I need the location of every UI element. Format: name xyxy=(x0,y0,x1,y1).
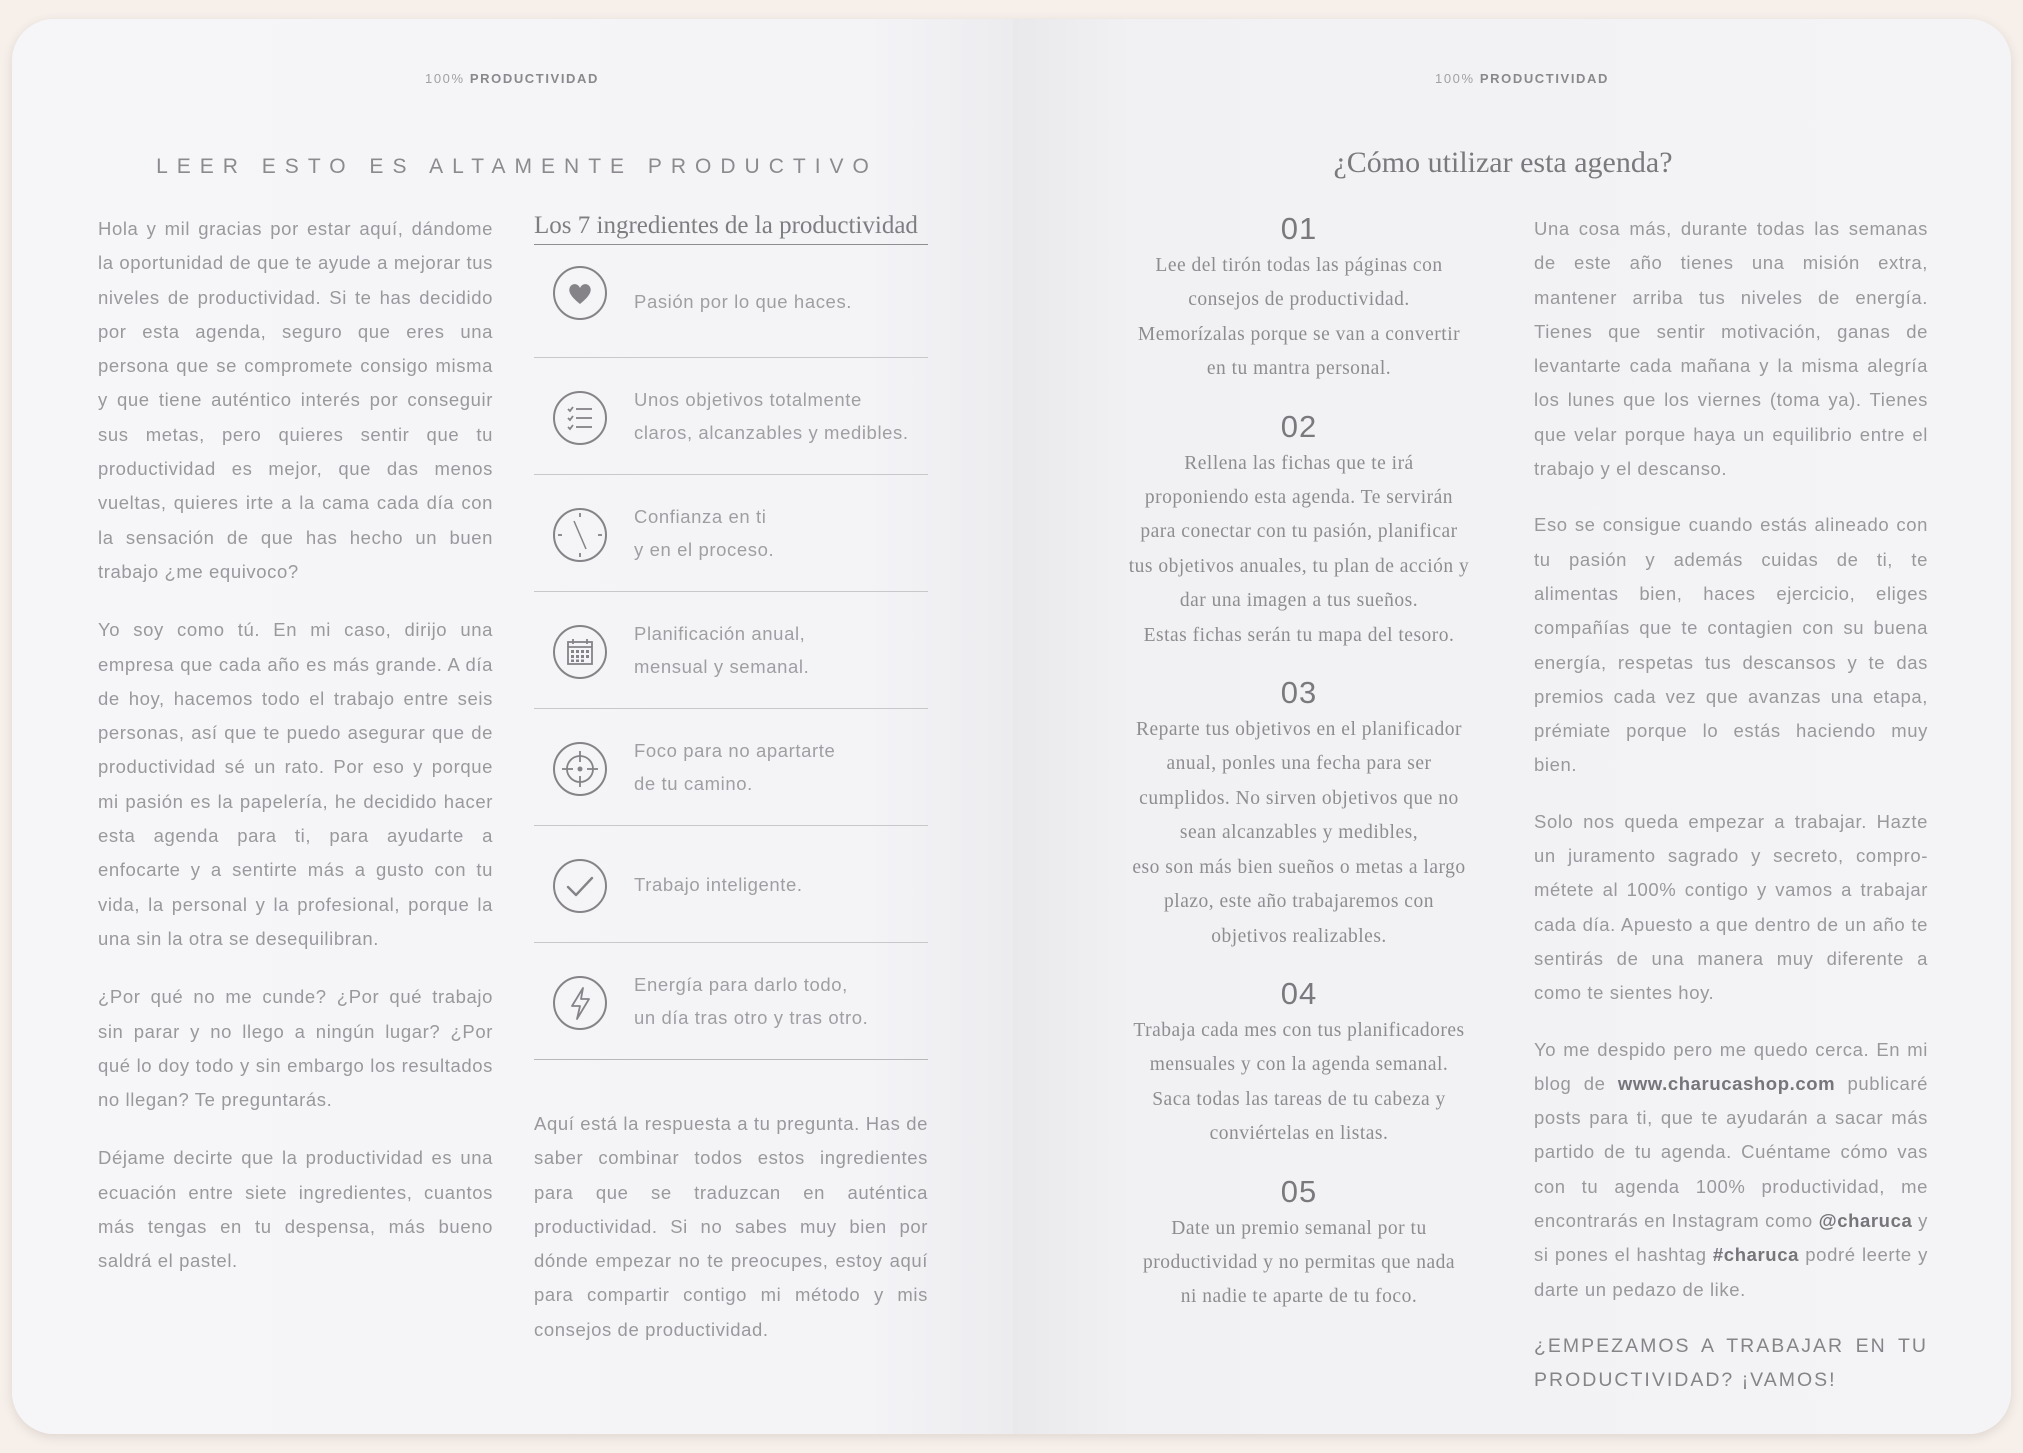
check-circle-icon xyxy=(552,858,608,914)
running-head-label: PRODUCTIVIDAD xyxy=(469,71,599,86)
step-number: 04 xyxy=(1280,975,1318,1011)
step-item xyxy=(1101,673,1497,954)
step-number: 01 xyxy=(1280,211,1318,246)
ingredient-item xyxy=(534,475,928,592)
ingredients-list xyxy=(534,212,928,1060)
step-item xyxy=(1101,1172,1497,1315)
running-head-right xyxy=(1372,71,1672,86)
ingredient-text: Foco para no apartarte de tu camino. xyxy=(634,740,836,794)
ingredient-text: Pasión por lo que haces. xyxy=(634,290,853,312)
closing-call-to-action: ¿EMPEZAMOS A TRABAJAR EN TU PRODUCTIVIDAD? ¡VAMOS! xyxy=(1534,1334,1928,1391)
ingredient-text: Energía para darlo todo, un día tras otro y tras otro. xyxy=(634,974,869,1028)
running-head-left xyxy=(362,71,662,86)
ingredient-text: Unos objetivos totalmente claros, alcanzables y medibles. xyxy=(634,389,909,443)
body-paragraph: Solo nos queda empezar a trabajar. Hazte un juramento sagrado y secreto, compro-métete al 100% contigo y vamos a trabajar cada día. Apuesto a que dentro de un año te sentirás de una manera muy diferente a como te sientes hoy. xyxy=(1534,810,1928,1004)
step-item xyxy=(1101,974,1497,1152)
intro-paragraph: Yo soy como tú. En mi caso, dirijo una empresa que cada año es más grande. A día de hoy, hacemos todo el trabajo entre seis personas, así que te puedo asegurar que de productividad sé un rato. Por eso y porque mi pasión es la papelería, he decidido hacer esta agenda para ti, para ayudarte a enfocarte y a sentirte más a gusto con tu vida, la personal y la profesional, porque la una sin la otra se desequilibran. xyxy=(98,619,493,949)
intro-paragraph: Déjame decirte que la productividad es una ecuación entre siete ingredientes, cuantos más tengas en tu despensa, más bueno saldrá el pastel. xyxy=(98,1147,493,1272)
step-item xyxy=(1101,407,1497,653)
step-number: 03 xyxy=(1280,675,1318,711)
intro-column xyxy=(98,212,493,1303)
left-page xyxy=(12,19,1013,1434)
step-text: Reparte tus objetivos en el planificador anual, ponles una fecha para ser cumplidos. No sirven objetivos que no sean alcanzables y medibles, eso son más bien sueños o metas a largo plazo, este año trabajaremos con objetivos realizables. xyxy=(1132,719,1466,947)
answer-paragraph: Aquí está la respuesta a tu pregunta. Has de saber combinar todos estos ingredientes para que se traduzcan en auténtica productividad. Si no sabes muy bien por dónde empezar no te preocupes, estoy aquí para compartir contigo mi método y mis consejos de productividad. xyxy=(534,1113,928,1340)
running-head-label: PRODUCTIVIDAD xyxy=(1479,71,1609,86)
body-text: publicaré posts para ti, que te ayudarán a sacar más partido de tu agenda. Cuéntame cómo vas con tu agenda 100% productividad, me encontrarás en Instagram como xyxy=(1534,1072,1928,1232)
ingredient-item xyxy=(534,826,928,943)
body-text: y si pones el hashtag xyxy=(1534,1210,1929,1266)
body-paragraph xyxy=(1534,1033,1928,1307)
target-icon xyxy=(552,741,608,797)
body-paragraph: Eso se consigue cuando estás alineado con tu pasión y además cuidas de ti, te alimentas bien, haces ejercicio, eliges compañías que te contagien con su buena energía, respetas tus descansos y te das premios cada vez que avanzas una etapa, prémiate porque lo estás haciendo muy bien. xyxy=(1534,514,1928,776)
instagram-handle: @charuca xyxy=(1818,1210,1913,1232)
running-head-percent: 100% xyxy=(1434,71,1475,86)
left-page-title: LEER ESTO ES ALTAMENTE PRODUCTIVO xyxy=(156,155,878,178)
step-item xyxy=(1101,209,1497,387)
step-text: Lee del tirón todas las páginas con consejos de productividad. Memorízalas porque se van a convertir en tu mantra personal. xyxy=(1137,255,1461,380)
right-page xyxy=(1013,19,2011,1434)
compass-icon xyxy=(552,507,608,563)
steps-column xyxy=(1101,209,1497,1335)
body-text: Yo me despido pero me quedo cerca. En mi blog de xyxy=(1534,1038,1928,1094)
ingredient-item xyxy=(534,943,928,1060)
right-page-title: ¿Cómo utilizar esta agenda? xyxy=(1333,146,1673,179)
ingredient-item xyxy=(534,245,928,358)
ingredient-item xyxy=(534,709,928,826)
body-paragraph: Una cosa más, durante todas las semanas de este año tienes una misión extra, mantener arriba tus niveles de energía. Tienes que sentir motivación, ganas de levantarte cada mañana y la misma alegría los lunes que los viernes (toma ya). Tienes que velar porque haya un equilibrio entre el trabajo y el descanso. xyxy=(1534,218,1928,480)
checklist-icon xyxy=(552,390,608,446)
step-text: Rellena las fichas que te irá proponiendo esta agenda. Te servirán para conectar con tu pasión, planificar tus objetivos anuales, tu plan de acción y dar una imagen a tus sueños. Estas fichas serán tu mapa del tesoro. xyxy=(1128,452,1470,646)
extra-mission-column xyxy=(1534,212,1928,1397)
step-text: Date un premio semanal por tu productividad y no permitas que nada ni nadie te aparte de tu foco. xyxy=(1142,1217,1456,1308)
body-text: podré leerte y darte un pedazo de like. xyxy=(1534,1244,1928,1300)
step-text: Trabaja cada mes con tus planificadores mensuales y con la agenda semanal. Saca todas las tareas de tu cabeza y conviértelas en listas. xyxy=(1133,1019,1465,1145)
heart-icon xyxy=(552,265,608,321)
answer-column xyxy=(534,1107,928,1371)
running-head-percent: 100% xyxy=(424,71,465,86)
step-number: 05 xyxy=(1280,1173,1318,1209)
blog-link[interactable]: www.charucashop.com xyxy=(1617,1072,1836,1094)
ingredients-title: Los 7 ingredientes de la productividad xyxy=(534,212,928,245)
ingredient-text: Planificación anual, mensual y semanal. xyxy=(634,623,810,677)
intro-paragraph: Hola y mil gracias por estar aquí, dándome la oportunidad de que te ayude a mejorar tus niveles de productividad. Si te has decidido por esta agenda, seguro que eres una persona que se compromete consigo misma y que tiene auténtico interés por conseguir sus metas, pero quieres sentir que tu productividad es mejor, que das menos vueltas, quieres irte a la cama cada día con la sensación de que has hecho un buen trabajo ¿me equivoco? xyxy=(98,218,493,582)
ingredient-text: Trabajo inteligente. xyxy=(634,873,803,895)
ingredient-item xyxy=(534,592,928,709)
ingredient-text: Confianza en ti y en el proceso. xyxy=(634,506,775,560)
lightning-icon xyxy=(552,975,608,1031)
step-number: 02 xyxy=(1280,408,1318,444)
ingredient-item xyxy=(534,358,928,475)
intro-paragraph: ¿Por qué no me cunde? ¿Por qué trabajo sin parar y no llego a ningún lugar? ¿Por qué lo doy todo y sin embargo los resultados no llegan? Te preguntarás. xyxy=(98,986,493,1111)
calendar-icon xyxy=(552,624,608,680)
agenda-spread xyxy=(12,19,2011,1434)
hashtag: #charuca xyxy=(1712,1244,1799,1266)
